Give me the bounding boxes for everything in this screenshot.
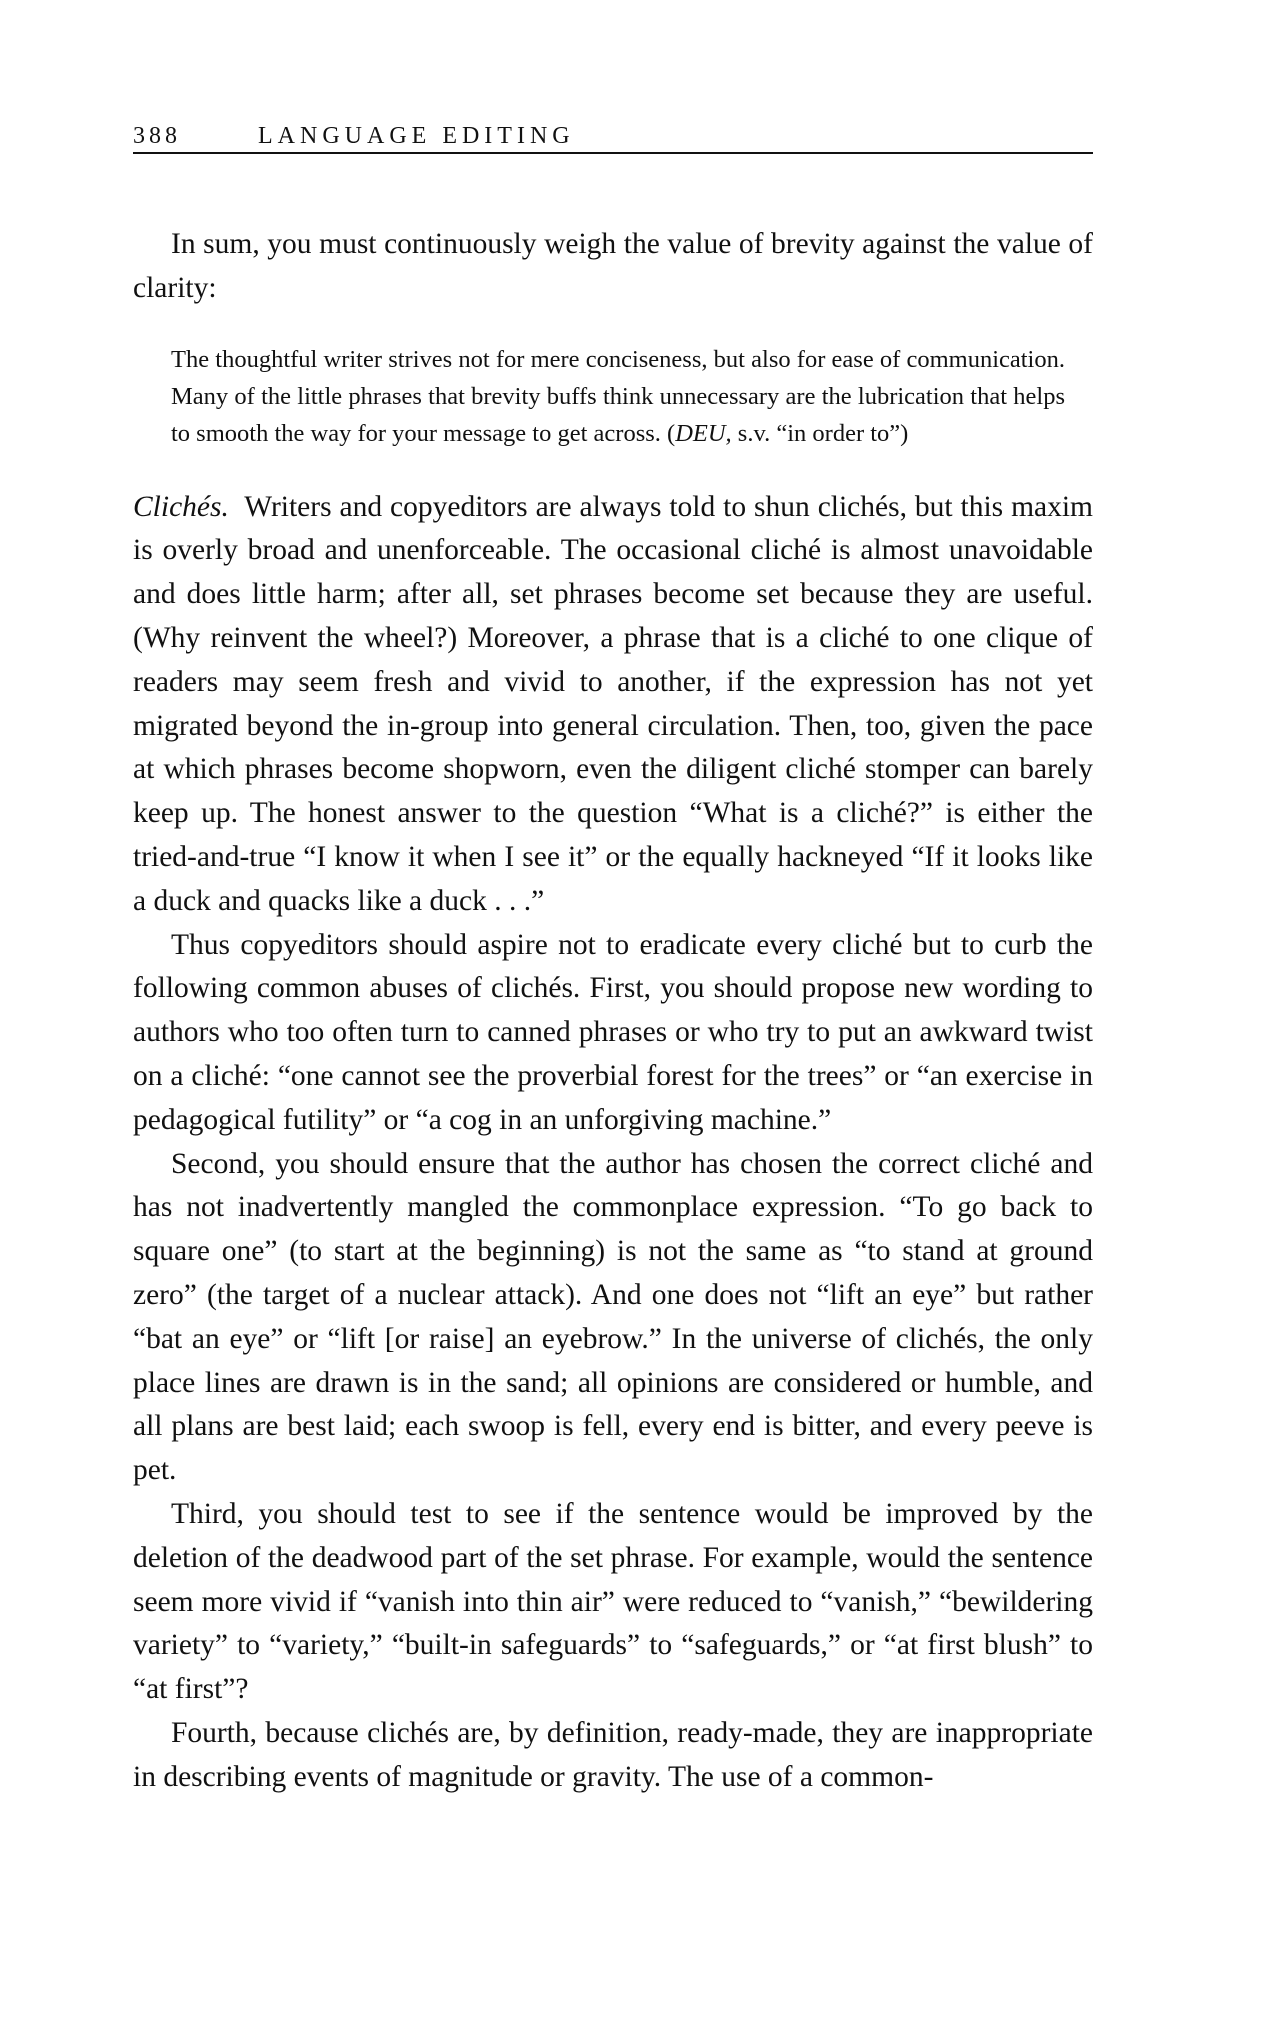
block-quote xyxy=(171,341,1065,452)
header-rule xyxy=(133,152,1093,154)
paragraph-cliches-intro xyxy=(133,486,1093,924)
block-quote-source: DEU, xyxy=(675,419,732,447)
running-head: LANGUAGE EDITING xyxy=(258,123,575,149)
page-body xyxy=(133,223,1093,1800)
paragraph-brevity-clarity: In sum, you must continuously weigh the value of brevity against the value of clarity: xyxy=(133,228,1093,304)
paragraph-second-abuse: Second, you should ensure that the author has chosen the correct cliché and has not inadvertently mangled the commonplace expression. “To go back to square one” (to start at the beginning) is not the same as “to stand at ground zero” (the target of a nuclear attack). And one does not “lift an eye” but rather “bat an eye” or “lift [or raise] an eyebrow.” In the universe of clichés, the only place lines are drawn is in the sand; all opinions are considered or humble, and all plans are best laid; each swoop is fell, every end is bitter, and every peeve is pet. xyxy=(133,1147,1093,1487)
paragraph-text: Writers and copyeditors are always told to shun clichés, but this maxim is overly broad and unenforceable. The occasional cliché is almost unavoidable and does little harm; after all, set phrases become set because they are useful. (Why reinvent the wheel?) Moreover, a phrase that is a cliché to one clique of readers may seem fresh and vivid to another, if the expression has not yet migrated beyond the in-group into general circulation. Then, too, given the pace at which phrases become shopworn, even the diligent cliché stomper can barely keep up. The honest answer to the question “What is a cliché?” is either the tried-and-true “I know it when I see it” or the equally hackneyed “If it looks like a duck and quacks like a duck . . .” xyxy=(133,490,1094,917)
page-header xyxy=(133,108,1093,148)
block-quote-text: The thoughtful writer strives not for mere conciseness, but also for ease of communication. Many of the little phrases that brevity buffs think unnecessary are the lubrication that helps to smooth the way for your message to get across. ( xyxy=(171,345,1065,447)
section-lead-term: Clichés. xyxy=(133,490,229,523)
page-number: 388 xyxy=(133,123,181,149)
paragraph-third-abuse: Third, you should test to see if the sentence would be improved by the deletion of the deadwood part of the set phrase. For example, would the sentence seem more vivid if “vanish into thin air” were reduced to “vanish,” “bewildering variety” to “variety,” “built-in safeguards” to “safeguards,” or “at first blush” to “at first”? xyxy=(133,1497,1093,1706)
block-quote-source-detail: s.v. “in order to”) xyxy=(731,419,909,447)
paragraph-fourth-abuse: Fourth, because clichés are, by definition, ready-made, they are inappropriate in describing events of magnitude or gravity. The use of a common- xyxy=(133,1716,1093,1793)
paragraph-first-abuse: Thus copyeditors should aspire not to eradicate every cliché but to curb the following common abuses of clichés. First, you should propose new wording to authors who too often turn to canned phrases or who try to put an awkward twist on a cliché: “one cannot see the proverbial forest for the trees” or “an exercise in pedagogical futility” or “a cog in an unforgiving machine.” xyxy=(133,928,1093,1136)
